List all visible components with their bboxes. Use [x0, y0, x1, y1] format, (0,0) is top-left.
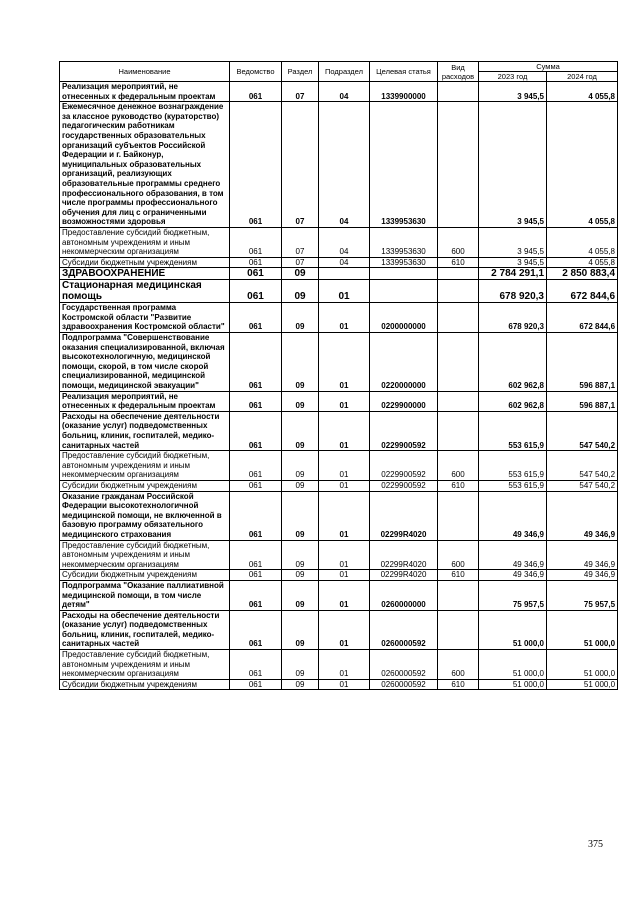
cell-podrazdel: 04 — [319, 227, 370, 257]
cell-name: Государственная программа Костромской области "Развитие здравоохранения Костромской области" — [60, 303, 230, 333]
cell-razdel: 09 — [282, 570, 319, 581]
cell-vid-raskhodov — [438, 610, 479, 649]
table-row — [60, 227, 618, 257]
cell-name: Стационарная медицинская помощь — [60, 280, 230, 303]
cell-vid-raskhodov — [438, 491, 479, 540]
cell-podrazdel: 01 — [319, 570, 370, 581]
cell-razdel: 09 — [282, 650, 319, 680]
cell-sum-2023: 51 000,0 — [479, 679, 547, 690]
cell-sum-2024: 51 000,0 — [547, 610, 618, 649]
cell-razdel: 09 — [282, 610, 319, 649]
cell-sum-2023: 3 945,5 — [479, 227, 547, 257]
cell-sum-2023: 3 945,5 — [479, 82, 547, 102]
cell-razdel: 09 — [282, 580, 319, 610]
cell-vedomstvo: 061 — [230, 679, 282, 690]
cell-razdel: 07 — [282, 227, 319, 257]
cell-vid-raskhodov: 610 — [438, 679, 479, 690]
table-row — [60, 268, 618, 280]
cell-sum-2023: 602 962,8 — [479, 333, 547, 392]
cell-vedomstvo: 061 — [230, 411, 282, 450]
cell-name: Субсидии бюджетным учреждениям — [60, 480, 230, 491]
table-row — [60, 540, 618, 570]
cell-tselevaya-statya — [370, 280, 438, 303]
cell-name: Ежемесячное денежное вознаграждение за классное руководство (кураторство) педагогическим работникам государственных образовательных организаций субъектов Российской Федерации и г. Байконур, муниципальных образовательных организаций, реализующих образовательные программы среднего профессионального образования, в том числе программы профессионального обучения для лиц с ограниченными возможностями здоровья — [60, 102, 230, 228]
cell-podrazdel: 01 — [319, 303, 370, 333]
cell-tselevaya-statya: 02299R4020 — [370, 491, 438, 540]
cell-podrazdel: 01 — [319, 333, 370, 392]
cell-vid-raskhodov — [438, 280, 479, 303]
table-row — [60, 411, 618, 450]
cell-tselevaya-statya: 1339953630 — [370, 257, 438, 268]
table-row — [60, 82, 618, 102]
cell-vedomstvo: 061 — [230, 268, 282, 280]
cell-podrazdel: 01 — [319, 491, 370, 540]
table-row — [60, 102, 618, 228]
cell-podrazdel: 01 — [319, 540, 370, 570]
header-vid-raskhodov: Вид расходов — [438, 62, 479, 82]
cell-vid-raskhodov: 610 — [438, 570, 479, 581]
cell-vid-raskhodov — [438, 82, 479, 102]
table-body — [60, 82, 618, 690]
cell-name: Расходы на обеспечение деятельности (оказание услуг) подведомственных больниц, клиник, госпиталей, медико-санитарных частей — [60, 610, 230, 649]
table-row — [60, 480, 618, 491]
cell-vid-raskhodov: 600 — [438, 650, 479, 680]
cell-vedomstvo: 061 — [230, 650, 282, 680]
cell-sum-2023: 553 615,9 — [479, 411, 547, 450]
cell-vid-raskhodov — [438, 333, 479, 392]
cell-name: Подпрограмма "Оказание паллиативной медицинской помощи, в том числе детям" — [60, 580, 230, 610]
cell-tselevaya-statya: 0260000592 — [370, 610, 438, 649]
cell-sum-2023: 75 957,5 — [479, 580, 547, 610]
table-row — [60, 333, 618, 392]
cell-name: Предоставление субсидий бюджетным, автономным учреждениям и иным некоммерческим организациям — [60, 650, 230, 680]
cell-vedomstvo: 061 — [230, 82, 282, 102]
cell-sum-2023: 678 920,3 — [479, 280, 547, 303]
cell-sum-2024: 547 540,2 — [547, 411, 618, 450]
cell-name: Реализация мероприятий, не отнесенных к федеральным проектам — [60, 391, 230, 411]
table-row — [60, 280, 618, 303]
cell-vedomstvo: 061 — [230, 451, 282, 481]
cell-sum-2024: 51 000,0 — [547, 650, 618, 680]
cell-name: Субсидии бюджетным учреждениям — [60, 679, 230, 690]
cell-tselevaya-statya: 1339900000 — [370, 82, 438, 102]
cell-vedomstvo: 061 — [230, 540, 282, 570]
header-summa: Сумма — [479, 62, 618, 72]
table-row — [60, 570, 618, 581]
header-name: Наименование — [60, 62, 230, 82]
cell-razdel: 09 — [282, 280, 319, 303]
cell-sum-2024: 596 887,1 — [547, 333, 618, 392]
table-row — [60, 679, 618, 690]
cell-tselevaya-statya: 1339953630 — [370, 102, 438, 228]
cell-razdel: 07 — [282, 102, 319, 228]
cell-vid-raskhodov — [438, 580, 479, 610]
cell-vid-raskhodov — [438, 268, 479, 280]
cell-tselevaya-statya: 02299R4020 — [370, 570, 438, 581]
cell-vedomstvo: 061 — [230, 610, 282, 649]
cell-tselevaya-statya: 0229900592 — [370, 480, 438, 491]
cell-vedomstvo: 061 — [230, 491, 282, 540]
header-year-2024: 2024 год — [547, 72, 618, 82]
cell-vid-raskhodov — [438, 303, 479, 333]
cell-sum-2023: 3 945,5 — [479, 257, 547, 268]
cell-razdel: 09 — [282, 411, 319, 450]
table-row — [60, 650, 618, 680]
cell-razdel: 09 — [282, 540, 319, 570]
cell-name: Предоставление субсидий бюджетным, автономным учреждениям и иным некоммерческим организациям — [60, 540, 230, 570]
cell-sum-2023: 51 000,0 — [479, 650, 547, 680]
cell-razdel: 09 — [282, 679, 319, 690]
cell-vid-raskhodov — [438, 102, 479, 228]
cell-vid-raskhodov — [438, 411, 479, 450]
cell-name: Подпрограмма "Совершенствование оказания специализированной, включая высокотехнологичную, медицинской помощи, скорой, в том числе скорой специализированной, медицинской помощи, медицинской эвакуации" — [60, 333, 230, 392]
cell-sum-2023: 2 784 291,1 — [479, 268, 547, 280]
cell-tselevaya-statya: 0229900000 — [370, 391, 438, 411]
cell-name: Субсидии бюджетным учреждениям — [60, 570, 230, 581]
header-vedomstvo: Ведомство — [230, 62, 282, 82]
cell-sum-2024: 4 055,8 — [547, 227, 618, 257]
cell-podrazdel: 01 — [319, 650, 370, 680]
cell-podrazdel: 01 — [319, 280, 370, 303]
cell-podrazdel: 04 — [319, 102, 370, 228]
cell-sum-2023: 49 346,9 — [479, 491, 547, 540]
table-row — [60, 491, 618, 540]
header-razdel: Раздел — [282, 62, 319, 82]
cell-vedomstvo: 061 — [230, 102, 282, 228]
cell-name: Расходы на обеспечение деятельности (оказание услуг) подведомственных больниц, клиник, госпиталей, медико-санитарных частей — [60, 411, 230, 450]
cell-sum-2024: 4 055,8 — [547, 102, 618, 228]
cell-sum-2023: 51 000,0 — [479, 610, 547, 649]
cell-vedomstvo: 061 — [230, 280, 282, 303]
cell-vedomstvo: 061 — [230, 580, 282, 610]
budget-table — [59, 61, 618, 690]
cell-razdel: 07 — [282, 257, 319, 268]
cell-sum-2023: 3 945,5 — [479, 102, 547, 228]
cell-tselevaya-statya: 0229900592 — [370, 451, 438, 481]
cell-razdel: 09 — [282, 491, 319, 540]
table-row — [60, 257, 618, 268]
cell-razdel: 09 — [282, 480, 319, 491]
cell-razdel: 09 — [282, 451, 319, 481]
header-year-2023: 2023 год — [479, 72, 547, 82]
cell-podrazdel: 01 — [319, 391, 370, 411]
cell-tselevaya-statya: 0229900592 — [370, 411, 438, 450]
cell-podrazdel: 01 — [319, 679, 370, 690]
table-row — [60, 303, 618, 333]
cell-sum-2024: 49 346,9 — [547, 570, 618, 581]
cell-sum-2023: 602 962,8 — [479, 391, 547, 411]
cell-sum-2024: 672 844,6 — [547, 303, 618, 333]
cell-tselevaya-statya: 0200000000 — [370, 303, 438, 333]
cell-podrazdel: 01 — [319, 451, 370, 481]
cell-vid-raskhodov: 610 — [438, 480, 479, 491]
table-row — [60, 580, 618, 610]
table-row — [60, 610, 618, 649]
cell-razdel: 07 — [282, 82, 319, 102]
cell-name: ЗДРАВООХРАНЕНИЕ — [60, 268, 230, 280]
cell-razdel: 09 — [282, 333, 319, 392]
cell-vid-raskhodov: 600 — [438, 540, 479, 570]
cell-name: Предоставление субсидий бюджетным, автономным учреждениям и иным некоммерческим организациям — [60, 227, 230, 257]
cell-name: Предоставление субсидий бюджетным, автономным учреждениям и иным некоммерческим организациям — [60, 451, 230, 481]
cell-podrazdel: 01 — [319, 580, 370, 610]
cell-podrazdel — [319, 268, 370, 280]
cell-sum-2024: 547 540,2 — [547, 480, 618, 491]
cell-tselevaya-statya: 0260000592 — [370, 650, 438, 680]
cell-sum-2023: 553 615,9 — [479, 480, 547, 491]
cell-vedomstvo: 061 — [230, 333, 282, 392]
cell-podrazdel: 01 — [319, 480, 370, 491]
cell-sum-2024: 49 346,9 — [547, 491, 618, 540]
cell-name: Субсидии бюджетным учреждениям — [60, 257, 230, 268]
cell-vid-raskhodov: 610 — [438, 257, 479, 268]
cell-sum-2024: 75 957,5 — [547, 580, 618, 610]
cell-name: Реализация мероприятий, не отнесенных к федеральным проектам — [60, 82, 230, 102]
cell-vid-raskhodov — [438, 391, 479, 411]
cell-razdel: 09 — [282, 391, 319, 411]
cell-sum-2023: 49 346,9 — [479, 570, 547, 581]
header-tselevaya-statya: Целевая статья — [370, 62, 438, 82]
cell-vedomstvo: 061 — [230, 227, 282, 257]
cell-sum-2024: 2 850 883,4 — [547, 268, 618, 280]
cell-podrazdel: 01 — [319, 610, 370, 649]
cell-sum-2023: 49 346,9 — [479, 540, 547, 570]
cell-sum-2024: 49 346,9 — [547, 540, 618, 570]
cell-tselevaya-statya: 0220000000 — [370, 333, 438, 392]
table-row — [60, 451, 618, 481]
cell-tselevaya-statya — [370, 268, 438, 280]
cell-sum-2023: 553 615,9 — [479, 451, 547, 481]
cell-podrazdel: 04 — [319, 257, 370, 268]
cell-podrazdel: 04 — [319, 82, 370, 102]
cell-sum-2024: 51 000,0 — [547, 679, 618, 690]
cell-vedomstvo: 061 — [230, 570, 282, 581]
cell-podrazdel: 01 — [319, 411, 370, 450]
cell-tselevaya-statya: 0260000592 — [370, 679, 438, 690]
cell-sum-2024: 672 844,6 — [547, 280, 618, 303]
cell-vedomstvo: 061 — [230, 303, 282, 333]
cell-razdel: 09 — [282, 268, 319, 280]
cell-razdel: 09 — [282, 303, 319, 333]
cell-sum-2024: 596 887,1 — [547, 391, 618, 411]
cell-sum-2023: 678 920,3 — [479, 303, 547, 333]
cell-sum-2024: 4 055,8 — [547, 257, 618, 268]
cell-tselevaya-statya: 1339953630 — [370, 227, 438, 257]
cell-vedomstvo: 061 — [230, 257, 282, 268]
cell-sum-2024: 547 540,2 — [547, 451, 618, 481]
table-header — [60, 62, 618, 82]
cell-tselevaya-statya: 02299R4020 — [370, 540, 438, 570]
cell-sum-2024: 4 055,8 — [547, 82, 618, 102]
cell-tselevaya-statya: 0260000000 — [370, 580, 438, 610]
cell-vedomstvo: 061 — [230, 391, 282, 411]
cell-vid-raskhodov: 600 — [438, 451, 479, 481]
header-podrazdel: Подраздел — [319, 62, 370, 82]
cell-vedomstvo: 061 — [230, 480, 282, 491]
page-number: 375 — [588, 839, 603, 850]
table-row — [60, 391, 618, 411]
cell-vid-raskhodov: 600 — [438, 227, 479, 257]
cell-name: Оказание гражданам Российской Федерации высокотехнологичной медицинской помощи, не включенной в базовую программу обязательного медицинского страхования — [60, 491, 230, 540]
